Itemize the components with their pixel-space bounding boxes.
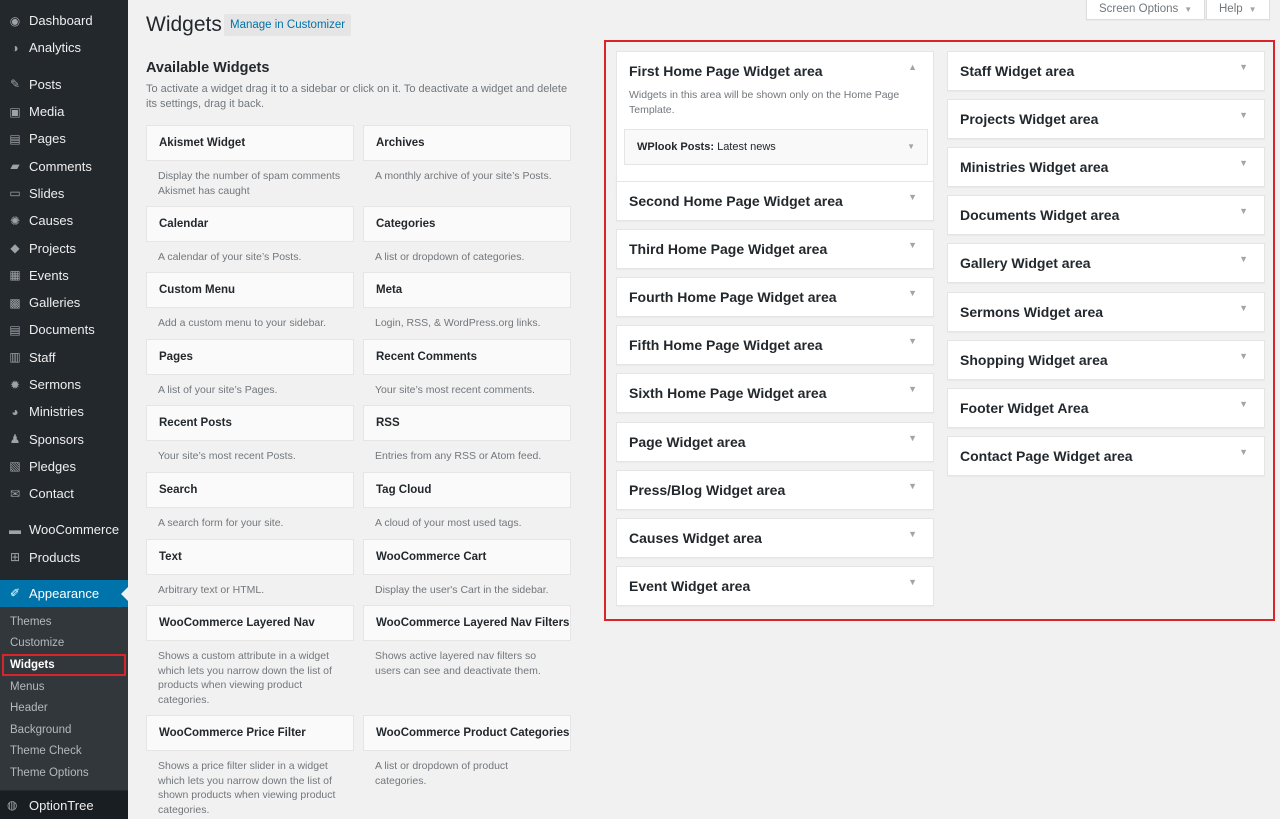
widget-title[interactable]: Calendar [146, 206, 354, 242]
sidebar-item-label: Sermons [29, 377, 82, 392]
sidebar-area-title: Third Home Page Widget area [629, 241, 828, 258]
menu-separator [0, 507, 128, 516]
widget-woocommerce-cart[interactable] [363, 539, 571, 598]
widget-title[interactable]: RSS [363, 405, 571, 441]
sidebar-area-title: Sermons Widget area [960, 303, 1104, 320]
screen-options-label: Screen Options [1099, 3, 1179, 15]
submenu-item-customize[interactable]: Customize [10, 637, 65, 650]
caret-down-icon[interactable]: ▼ [1239, 446, 1248, 457]
optiontree-icon: ◍ [7, 798, 18, 812]
sidebar-area-fifth-home-page-widget-area[interactable] [616, 325, 934, 365]
caret-down-icon[interactable]: ▼ [907, 142, 915, 151]
sidebar-area-projects-widget-area[interactable] [947, 99, 1265, 139]
sidebar-area-title: Second Home Page Widget area [629, 193, 843, 209]
sidebar-item-label: Pledges [29, 458, 76, 474]
sidebar-item-analytics[interactable] [0, 34, 128, 61]
sidebar-item-woocommerce[interactable] [0, 516, 128, 543]
sidebar-area-title: First Home Page Widget area [629, 63, 823, 79]
widget-instance-title: Latest news [714, 141, 776, 153]
sidebar-area-title: Shopping Widget area [960, 351, 1108, 368]
widget-tag-cloud[interactable] [363, 472, 571, 531]
sidebar-item-ministries[interactable] [0, 398, 128, 425]
widget-recent-posts[interactable] [146, 405, 354, 464]
slides-icon: ▭ [9, 186, 21, 201]
sidebar-item-label: Pages [29, 131, 66, 147]
help-button[interactable] [1206, 0, 1270, 20]
sidebar-area-page-widget-area[interactable] [616, 422, 934, 462]
available-widgets-heading: Available Widgets [146, 60, 270, 76]
appearance-submenu [0, 607, 128, 790]
sidebar-item-label: Media [29, 104, 65, 120]
widget-custom-menu[interactable] [146, 272, 354, 331]
comments-icon: ▰ [10, 159, 20, 174]
sidebar-item-label: Dashboard [29, 13, 93, 29]
sidebar-item-media[interactable] [0, 98, 128, 125]
widget-title[interactable]: Text [146, 539, 354, 575]
sidebar-area-event-widget-area[interactable] [616, 566, 934, 606]
submenu-item-background[interactable]: Background [10, 723, 72, 736]
caret-down-icon[interactable]: ▼ [1239, 110, 1248, 121]
sidebar-area-press-blog-widget-area[interactable] [616, 470, 934, 510]
sidebar-item-staff[interactable] [0, 344, 128, 371]
sidebar-item-events[interactable] [0, 262, 128, 289]
sidebar-area-shopping-widget-area[interactable] [947, 340, 1265, 380]
caret-down-icon[interactable]: ▼ [1239, 206, 1248, 217]
widget-title[interactable]: Recent Posts [146, 405, 354, 441]
sidebar-item-label: Sponsors [29, 431, 84, 447]
widget-title[interactable]: Search [146, 472, 354, 508]
sidebar-item-slides[interactable] [0, 180, 128, 207]
widget-description: Shows a custom attribute in a widget which lets you narrow down the list of products when viewing product categories. [158, 650, 332, 706]
sidebar-item-label: Contact [29, 486, 74, 502]
widget-description: Display the user's Cart in the sidebar. [375, 584, 549, 596]
brush-icon: ✐ [9, 586, 21, 601]
sidebar-area-sermons-widget-area[interactable] [947, 292, 1265, 332]
dashboard-icon: ◉ [9, 13, 21, 28]
widget-archives[interactable] [363, 125, 571, 184]
sidebar-area-title: Staff Widget area [960, 63, 1075, 79]
analytics-icon: ◑ [11, 40, 19, 55]
widget-title[interactable]: Custom Menu [146, 272, 354, 308]
widget-description: Entries from any RSS or Atom feed. [375, 450, 542, 462]
caret-down-icon[interactable]: ▼ [908, 432, 917, 443]
sidebar-item-label: Staff [29, 349, 56, 365]
caret-down-icon[interactable]: ▼ [1239, 302, 1248, 313]
menu-separator [0, 62, 128, 71]
sidebar-item-label: Galleries [29, 295, 81, 311]
widget-description: Display the number of spam comments Akismet has caught [158, 170, 341, 197]
sidebar-area-second-home-page-widget-area[interactable] [616, 181, 934, 221]
sidebar-area-title: Contact Page Widget area [960, 447, 1133, 464]
widget-rss[interactable] [363, 405, 571, 464]
widget-description: Add a custom menu to your sidebar. [158, 317, 327, 329]
sidebar-item-label: Causes [29, 213, 74, 229]
pages-icon: ▤ [9, 131, 21, 146]
ministries-icon: ◕ [11, 404, 19, 419]
submenu-item-theme-options[interactable]: Theme Options [10, 766, 89, 779]
woocommerce-icon: ▬ [9, 522, 21, 537]
admin-sidebar [0, 0, 128, 819]
causes-icon: ✺ [9, 213, 21, 228]
sidebar-item-label: OptionTree [29, 797, 94, 813]
sidebar-area-first-home[interactable] [616, 51, 934, 192]
widget-title[interactable]: Recent Comments [363, 339, 571, 375]
sidebar-item-appearance[interactable] [0, 580, 128, 607]
sidebar-item-documents[interactable] [0, 316, 128, 343]
widget-title: WPlook Posts: [637, 141, 715, 153]
widget-woocommerce-layered-nav[interactable] [146, 605, 354, 707]
widget-title[interactable]: Meta [363, 272, 571, 308]
widget-recent-comments[interactable] [363, 339, 571, 398]
widget-description: A list or dropdown of product categories. [375, 760, 509, 787]
widget-description: A monthly archive of your site’s Posts. [375, 170, 552, 182]
widget-description: Login, RSS, & WordPress.org links. [375, 317, 541, 329]
caret-down-icon[interactable]: ▼ [908, 384, 917, 395]
gallery-icon: ▩ [9, 295, 21, 310]
widget-description: Your site’s most recent comments. [375, 384, 535, 396]
sidebar-item-label: Slides [29, 185, 65, 201]
sidebar-item-label: Products [29, 549, 81, 565]
menu-separator [0, 571, 128, 580]
sidebar-item-sermons[interactable] [0, 371, 128, 398]
sidebar-area-third-home-page-widget-area[interactable] [616, 229, 934, 269]
sidebar-area-fourth-home-page-widget-area[interactable] [616, 277, 934, 317]
sidebar-item-optiontree[interactable] [0, 791, 128, 819]
sidebar-item-galleries[interactable] [0, 289, 128, 316]
sidebar-area-title: Ministries Widget area [960, 159, 1109, 176]
staff-icon: ▥ [9, 350, 21, 365]
submenu-item-menus[interactable]: Menus [10, 680, 45, 693]
caret-down-icon[interactable]: ▼ [1239, 62, 1248, 72]
page-title: Widgets [146, 13, 222, 36]
caret-down-icon[interactable]: ▼ [908, 240, 917, 251]
caret-down-icon[interactable]: ▼ [1239, 398, 1248, 409]
sidebar-item-label: Ministries [29, 404, 84, 420]
sidebar-item-products[interactable] [0, 544, 128, 571]
caret-down-icon[interactable]: ▼ [908, 480, 917, 491]
widget-title[interactable]: WooCommerce Price Filter [146, 715, 354, 751]
submenu-item-widgets[interactable]: Widgets [2, 654, 126, 676]
widget-woocommerce-layered-nav-filters[interactable] [363, 605, 571, 678]
sidebar-item-pledges[interactable] [0, 453, 128, 480]
submenu-item-themes[interactable]: Themes [10, 615, 52, 628]
widget-categories[interactable] [363, 206, 571, 265]
sidebar-item-label: Documents [29, 322, 95, 338]
widget-description: A search form for your site. [158, 517, 284, 529]
widget-description: Your site’s most recent Posts. [158, 450, 296, 462]
widget-title[interactable]: Archives [363, 125, 571, 161]
sidebar-item-sponsors[interactable] [0, 425, 128, 452]
sidebar-item-posts[interactable] [0, 71, 128, 98]
projects-icon: ◆ [10, 241, 20, 256]
widget-title[interactable]: WooCommerce Cart [363, 539, 571, 575]
pin-icon: ✎ [9, 77, 21, 92]
sidebar-area-title: Page Widget area [629, 433, 746, 450]
sidebar-item-label: Projects [29, 240, 76, 256]
help-label: Help [1219, 3, 1243, 15]
sidebar-area-title: Fifth Home Page Widget area [629, 337, 823, 354]
sermons-icon: ✹ [9, 377, 21, 392]
screen-options-button[interactable] [1086, 0, 1205, 20]
sidebar-area-title: Press/Blog Widget area [629, 481, 786, 498]
widget-title[interactable]: WooCommerce Product Categories [363, 715, 571, 751]
widget-akismet-widget[interactable] [146, 125, 354, 198]
sponsors-icon: ♟ [9, 432, 21, 447]
caret-down-icon: ▼ [1184, 5, 1193, 14]
widget-description: Shows a price filter slider in a widget which lets you narrow down the list of shown products when viewing product categories. [158, 760, 336, 816]
sidebar-area-contact-page-widget-area[interactable] [947, 436, 1265, 476]
sidebar-area-title: Event Widget area [629, 577, 751, 594]
sidebar-item-label: WooCommerce [29, 522, 120, 538]
cart-icon: ⊞ [9, 550, 21, 565]
sidebar-area-ministries-widget-area[interactable] [947, 147, 1265, 187]
sidebar-area-title: Documents Widget area [960, 207, 1120, 224]
sidebar-area-causes-widget-area[interactable] [616, 518, 934, 558]
widget-description: A list of your site’s Pages. [158, 384, 278, 396]
sidebar-item-label: Events [29, 267, 69, 283]
widget-calendar[interactable] [146, 206, 354, 265]
widget-search[interactable] [146, 472, 354, 531]
caret-down-icon[interactable]: ▼ [1239, 350, 1248, 361]
sidebar-area-title: Fourth Home Page Widget area [629, 289, 837, 306]
caret-down-icon[interactable]: ▼ [908, 336, 917, 347]
sidebar-item-projects[interactable] [0, 234, 128, 261]
sidebar-area-title: Gallery Widget area [960, 255, 1091, 272]
admin-menu [0, 0, 128, 580]
widget-title[interactable]: WooCommerce Layered Nav [146, 605, 354, 641]
pledges-icon: ▧ [9, 459, 21, 474]
widget-description: Arbitrary text or HTML. [158, 584, 265, 596]
sidebar-area-title: Footer Widget Area [960, 399, 1089, 416]
widget-title[interactable]: Tag Cloud [363, 472, 571, 508]
wplook-posts-widget[interactable] [624, 129, 928, 165]
document-icon: ▤ [9, 322, 21, 337]
sidebar-item-label: Posts [29, 76, 62, 92]
widget-text[interactable] [146, 539, 354, 598]
sidebar-item-pages[interactable] [0, 125, 128, 152]
submenu-item-theme-check[interactable]: Theme Check [10, 745, 82, 758]
caret-down-icon[interactable]: ▼ [908, 192, 917, 202]
sidebar-area-title: Causes Widget area [629, 529, 762, 546]
sidebar-item-contact[interactable] [0, 480, 128, 507]
mail-icon: ✉ [9, 486, 21, 501]
widget-woocommerce-price-filter[interactable] [146, 715, 354, 817]
caret-down-icon: ▼ [1248, 5, 1257, 14]
widget-woocommerce-product-categories[interactable] [363, 715, 571, 788]
submenu-item-header[interactable]: Header [10, 702, 48, 715]
manage-in-customizer-button[interactable]: Manage in Customizer [224, 14, 351, 36]
calendar-icon: ▦ [9, 268, 21, 283]
widget-title[interactable]: Categories [363, 206, 571, 242]
sidebar-item-label: Analytics [29, 40, 82, 56]
caret-up-icon[interactable]: ▲ [908, 62, 917, 72]
sidebar-item-dashboard[interactable] [0, 7, 128, 34]
widget-description: A cloud of your most used tags. [375, 517, 522, 529]
sidebar-area-staff-widget-area[interactable] [947, 51, 1265, 91]
widget-pages[interactable] [146, 339, 354, 398]
sidebar-area-documents-widget-area[interactable] [947, 195, 1265, 235]
widget-meta[interactable] [363, 272, 571, 331]
sidebar-item-comments[interactable] [0, 152, 128, 179]
sidebar-area-title: Sixth Home Page Widget area [629, 385, 827, 402]
caret-down-icon[interactable]: ▼ [908, 528, 917, 539]
sidebar-area-sixth-home-page-widget-area[interactable] [616, 373, 934, 413]
sidebar-area-description: Widgets in this area will be shown only on the Home Page Template. [629, 89, 900, 116]
widget-title[interactable]: WooCommerce Layered Nav Filters [363, 605, 571, 641]
available-widgets-description: To activate a widget drag it to a sidebar or click on it. To deactivate a widget and delete its settings, drag it back. [146, 83, 568, 110]
widget-title[interactable]: Akismet Widget [146, 125, 354, 161]
caret-down-icon[interactable]: ▼ [908, 288, 917, 299]
sidebar-area-footer-widget-area[interactable] [947, 388, 1265, 428]
widget-description: Shows active layered nav filters so users can see and deactivate them. [375, 650, 541, 677]
sidebar-area-gallery-widget-area[interactable] [947, 243, 1265, 283]
sidebar-item-label: Comments [29, 158, 92, 174]
caret-down-icon[interactable]: ▼ [1239, 254, 1248, 265]
sidebar-area-title: Projects Widget area [960, 111, 1099, 128]
widget-description: A list or dropdown of categories. [375, 251, 525, 263]
media-icon: ▣ [9, 104, 21, 119]
sidebar-item-label: Appearance [29, 585, 100, 601]
widget-title[interactable]: Pages [146, 339, 354, 375]
widget-description: A calendar of your site’s Posts. [158, 251, 302, 263]
caret-down-icon[interactable]: ▼ [908, 576, 917, 587]
sidebar-item-causes[interactable] [0, 207, 128, 234]
caret-down-icon[interactable]: ▼ [1239, 158, 1248, 169]
